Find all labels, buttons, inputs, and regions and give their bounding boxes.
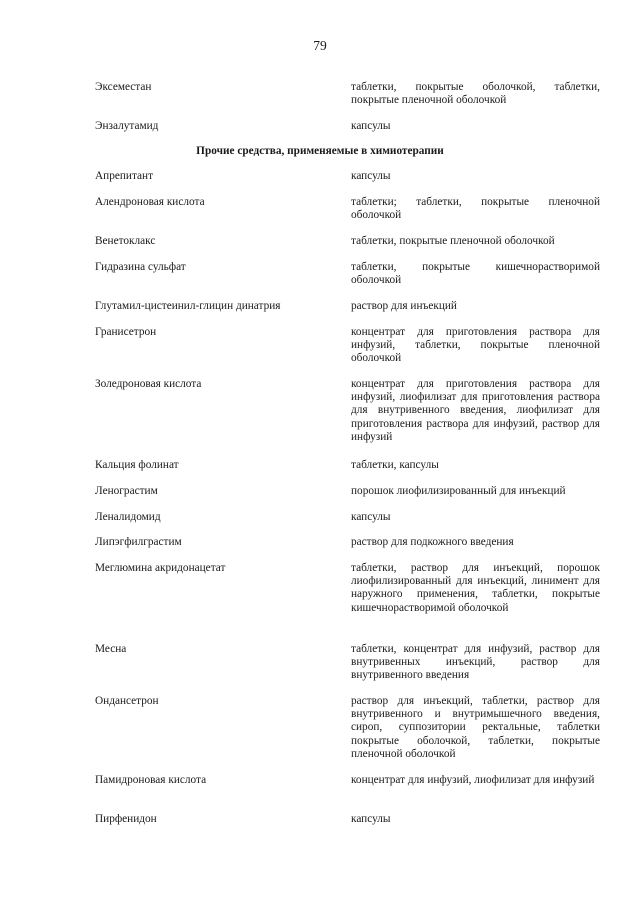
drug-name: Эксеместан — [95, 81, 152, 93]
dosage-form: раствор для подкожного введения — [351, 536, 514, 548]
dosage-form: капсулы — [351, 120, 391, 132]
dosage-form: таблетки, капсулы — [351, 459, 439, 471]
dosage-form: таблетки; таблетки, покрытые пленочной оболочкой — [351, 196, 600, 222]
dosage-form: раствор для инъекций — [351, 300, 457, 312]
dosage-form: капсулы — [351, 511, 391, 523]
dosage-form: порошок лиофилизированный для инъекций — [351, 485, 566, 497]
dosage-form: таблетки, покрытые пленочной оболочкой — [351, 235, 555, 247]
drug-name: Глутамил-цистеинил-глицин динатрия — [95, 300, 281, 312]
drug-name: Кальция фолинат — [95, 459, 179, 471]
drug-name: Меглюмина акридонацетат — [95, 562, 226, 574]
drug-name: Энзалутамид — [95, 120, 159, 132]
dosage-form: таблетки, покрытые оболочкой, таблетки, покрытые пленочной оболочкой — [351, 81, 600, 107]
drug-name: Липэгфилграстим — [95, 536, 182, 548]
section-heading: Прочие средства, применяемые в химиотерапии — [196, 145, 444, 157]
drug-name: Апрепитант — [95, 170, 154, 182]
drug-name: Гидразина сульфат — [95, 261, 186, 273]
dosage-form: концентрат для приготовления раствора для инфузий, таблетки, покрытые пленочной оболочкой — [351, 326, 600, 365]
drug-name: Венетоклакс — [95, 235, 156, 247]
drug-name: Ленограстим — [95, 485, 158, 497]
drug-name: Пирфенидон — [95, 813, 157, 825]
drug-name: Золедроновая кислота — [95, 378, 202, 390]
drug-name: Алендроновая кислота — [95, 196, 205, 208]
dosage-form: раствор для инъекций, таблетки, раствор для внутривенного и внутримышечного введения, сироп, суппозитории ректальные, таблетки покрытые оболочкой, таблетки, покрытые пленочной оболочкой — [351, 695, 600, 760]
drug-name: Памидроновая кислота — [95, 774, 207, 786]
dosage-form: капсулы — [351, 170, 391, 182]
drug-name: Ондансетрон — [95, 695, 159, 707]
dosage-form: капсулы — [351, 813, 391, 825]
dosage-form: концентрат для инфузий, лиофилизат для инфузий — [351, 774, 595, 786]
drug-name: Гранисетрон — [95, 326, 157, 338]
dosage-form: таблетки, покрытые кишечнорастворимой оболочкой — [351, 261, 600, 287]
dosage-form: таблетки, концентрат для инфузий, раствор для внутривенных инъекций, раствор для внутривенного введения — [351, 643, 600, 682]
drug-name: Леналидомид — [95, 511, 161, 523]
dosage-form: концентрат для приготовления раствора для инфузий, лиофилизат для приготовления раствора для внутривенного введения, лиофилизат для приготовления раствора для инфузий, раствор для инфузий — [351, 378, 600, 443]
drug-name: Месна — [95, 643, 127, 655]
page-number: 79 — [313, 38, 327, 53]
dosage-form: таблетки, раствор для инъекций, порошок лиофилизированный для инъекций, линимент для наружного применения, таблетки, покрытые кишечнорастворимой оболочкой — [351, 562, 600, 614]
